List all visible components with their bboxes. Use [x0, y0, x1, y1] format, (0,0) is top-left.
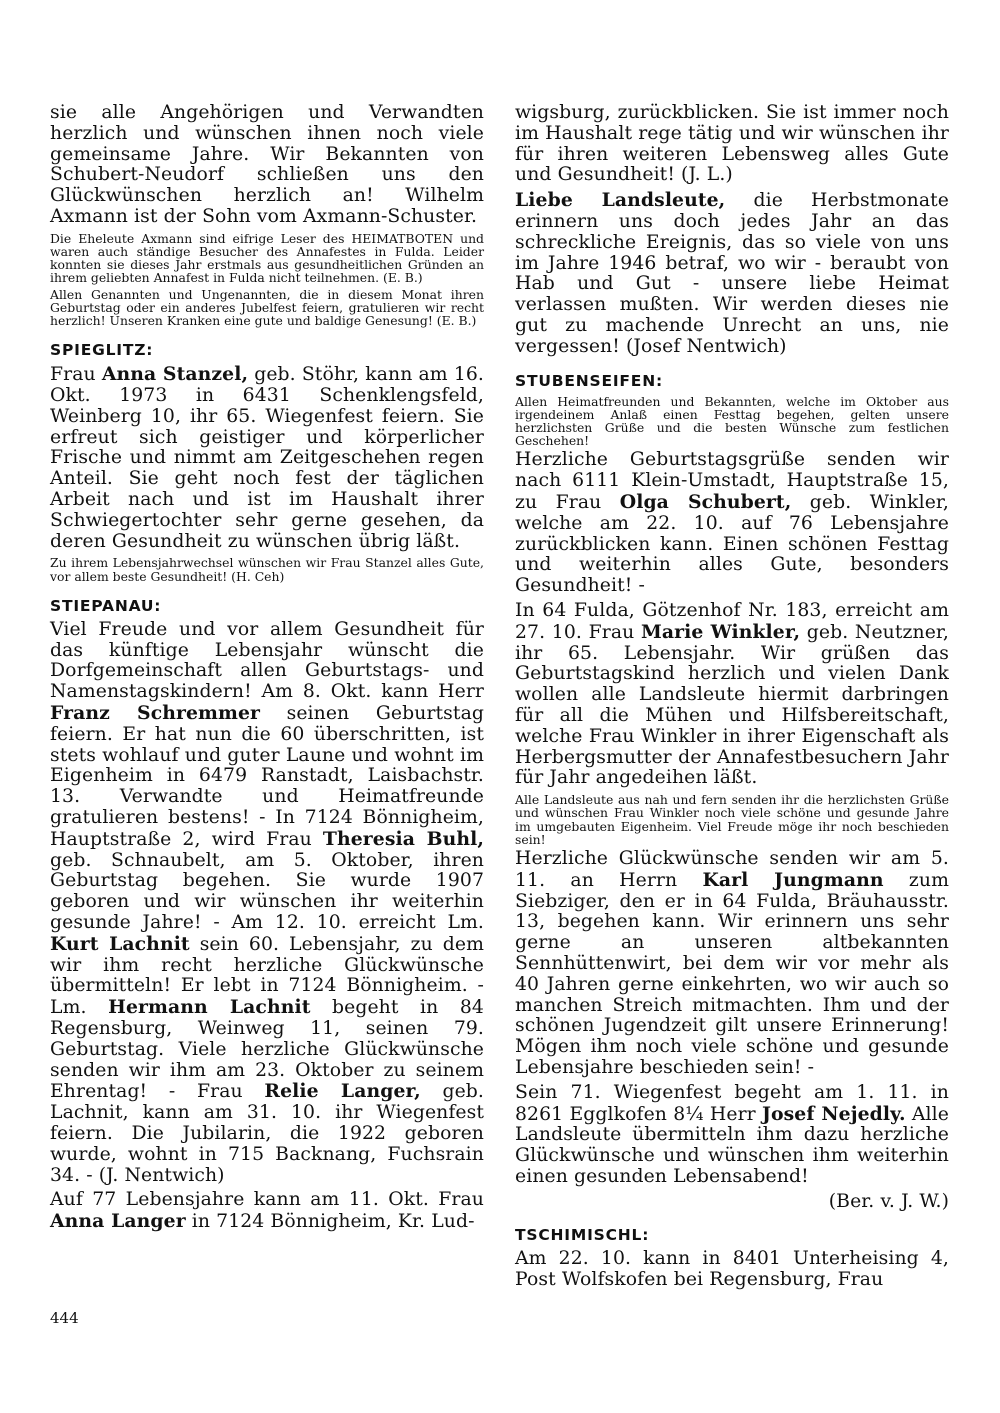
signature: (Ber. v. J. W.) [828, 1190, 949, 1212]
section-heading-stiepanau: STIEPANAU: [50, 596, 162, 615]
page-number: 444 [50, 1309, 79, 1327]
small-paragraph: Zu ihrem Lebensjahrwechsel wünschen wir Frau Stanzel alles Gute, vor allem beste Gesundheit! (H. Ceh) [50, 555, 484, 584]
paragraph: Sein 71. Wiegenfest begeht am 1. 11. in 8261 Egglkofen 8¼ Herr Josef Nejedly. Alle Landsleute übermitteln ihm dazu herzliche Glückwünsche und wünschen ihm weiterhin einen gesunden Lebensabend! [515, 1081, 949, 1187]
paragraph: In 64 Fulda, Götzenhof Nr. 183, erreicht am 27. 10. Frau Marie Winkler, geb. Neutzner, ihr 65. Lebensjahr. Wir grüßen das Geburtstagskind herzlich und vielen Dank wollen alle Landsleute hiermit darbringen für all die Mühen und Hilfsbereitschaft, welche Frau Winkler in ihrer Eigenschaft als Herbergsmutter der Annafestbesuchern Jahr für Jahr angedeihen läßt. [515, 599, 950, 789]
section-heading-tschimischl: TSCHIMISCHL: [515, 1226, 650, 1245]
small-paragraph: Allen Heimatfreunden und Bekannten, welche im Oktober aus irgendeinem Anlaß einen Festtag begehen, gelten unsere herzlichsten Grüße und die besten Wünsche zum festlichen Geschehen! [515, 393, 949, 449]
paragraph: Auf 77 Lebensjahre kann am 11. Okt. Frau Anna Langer in 7124 Bönnigheim, Kr. Lud- [50, 1189, 484, 1233]
paragraph: sie alle Angehörigen und Verwandten herzlich und wünschen ihnen noch viele gemeinsame Jahre. Wir Bekannten von Schubert-Neudorf schließen uns den Glückwünschen herzlich an! Wilhelm Axmann ist der Sohn vom Axmann-Schuster. [50, 102, 484, 227]
paragraph: Am 22. 10. kann in 8401 Unterheising 4, Post Wolfskofen bei Regensburg, Frau [515, 1248, 949, 1291]
paragraph: Liebe Landsleute, die Herbstmonate erinnern uns doch jedes Jahr an das schreckliche Ereignis, das so viele von uns im Jahre 1946 betraf, wo wir - beraubt von Hab und Gut - unsere liebe Heimat verlassen mußten. Wir werden dieses nie gut zu machende Unrecht an uns, nie vergessen! (Josef Nentwich) [515, 189, 949, 357]
small-paragraph: Allen Genannten und Ungenannten, die in diesem Monat ihren Geburtstag oder ein anderes Jubelfest feiern, gratulieren wir recht herzlich! Unseren Kranken eine gute und baldige Genesung! (E. B.) [50, 286, 484, 328]
paragraph: wigsburg, zurückblicken. Sie ist immer noch im Haushalt rege tätig und wir wünschen ihr für ihren weiteren Lebensweg alles Gute und Gesundheit! (J. L.) [515, 102, 949, 186]
paragraph: Frau Anna Stanzel, geb. Stöhr, kann am 16. Okt. 1973 in 6431 Schenklengsfeld, Weinberg 10, ihr 65. Wiegenfest feiern. Sie erfreut sich geistiger und körperlicher Frische und nimmt am Zeitgeschehen regen Anteil. Sie geht noch fest der täglichen Arbeit nach und ist im Haushalt ihrer Schwiegertochter sehr gerne gesehen, da deren Gesundheit zu wünschen übrig läßt. [50, 363, 484, 552]
section-heading-spieglitz: SPIEGLITZ: [50, 341, 154, 360]
paragraph: Viel Freude und vor allem Gesundheit für das künftige Lebensjahr wünscht die Dorfgemeinschaft allen Geburtstags- und Namenstagskindern! Am 8. Okt. kann Herr Franz Schremmer seinen Geburtstag feiern. Er hat nun die 60 überschritten, ist stets wohlauf und guter Laune und wohnt im Eigenheim in 6479 Ranstadt, Laisbachstr. 13. Verwandte und Heimatfreunde gratulieren bestens! - In 7124 Bönnigheim, Hauptstraße 2, wird Frau Theresia Buhl, geb. Schnaubelt, am 5. Oktober, ihren Geburtstag begehen. Sie wurde 1907 geboren und wir wünschen ihr weiterhin gesunde Jahre! - Am 12. 10. erreicht Lm. Kurt Lachnit sein 60. Lebensjahr, zu dem wir ihm recht herzliche Glückwünsche übermitteln! Er lebt in 7124 Bönnigheim. - Lm. Hermann Lachnit begeht in 84 Regensburg, Weinweg 11, seinen 79. Geburtstag. Viele herzliche Glückwünsche senden wir ihm am 23. Oktober zu seinem Ehrentag! - Frau Relie Langer, geb. Lachnit, kann am 31. 10. ihr Wiegenfest feiern. Die Jubilarin, die 1922 geboren wurde, wohnt in 715 Backnang, Fuchsrain 34. - (J. Nentwich) [50, 618, 484, 1186]
small-paragraph: Alle Landsleute aus nah und fern senden ihr die herzlichsten Grüße und wünschen Frau Winkler noch viele schöne und gesunde Jahre im umgebauten Eigenheim. Viel Freude möge ihr noch beschieden sein! [515, 792, 949, 847]
left-column [50, 103, 484, 1237]
paragraph: Herzliche Glückwünsche senden wir am 5. 11. an Herrn Karl Jungmann zum Siebziger, den er in 64 Fulda, Bräuhausstr. 13, begehen kann. Wir erinnern uns sehr gerne an unseren altbekannten Sennhüttenwirt, bei dem wir vor mehr als 40 Jahren gerne einkehrten, wo wir auch so manchen Streich mitmachten. Ihm und der schönen Jugendzeit gilt unsere Erinnerung! Mögen ihm noch viele schöne und gesunde Lebensjahre beschieden sein! - [515, 847, 949, 1078]
small-paragraph: Die Eheleute Axmann sind eifrige Leser des HEIMATBOTEN und waren auch ständige Besucher des Annafestes in Fulda. Leider konnten sie dieses Jahr erstmals aus gesundheitlichen Gründen an ihrem geliebten Annafest in Fulda nicht teilnehmen. (E. B.) [50, 230, 484, 286]
paragraph: Herzliche Geburtstagsgrüße senden wir nach 6111 Klein-Umstadt, Hauptstraße 15, zu Frau Olga Schubert, geb. Winkler, welche am 22. 10. auf 76 Lebensjahre zurückblicken kann. Einen schönen Festtag und weiterhin alles Gute, besonders Gesundheit! - [515, 449, 949, 597]
section-heading-stubenseifen: STUBENSEIFEN: [515, 371, 663, 390]
right-column [515, 103, 949, 1295]
